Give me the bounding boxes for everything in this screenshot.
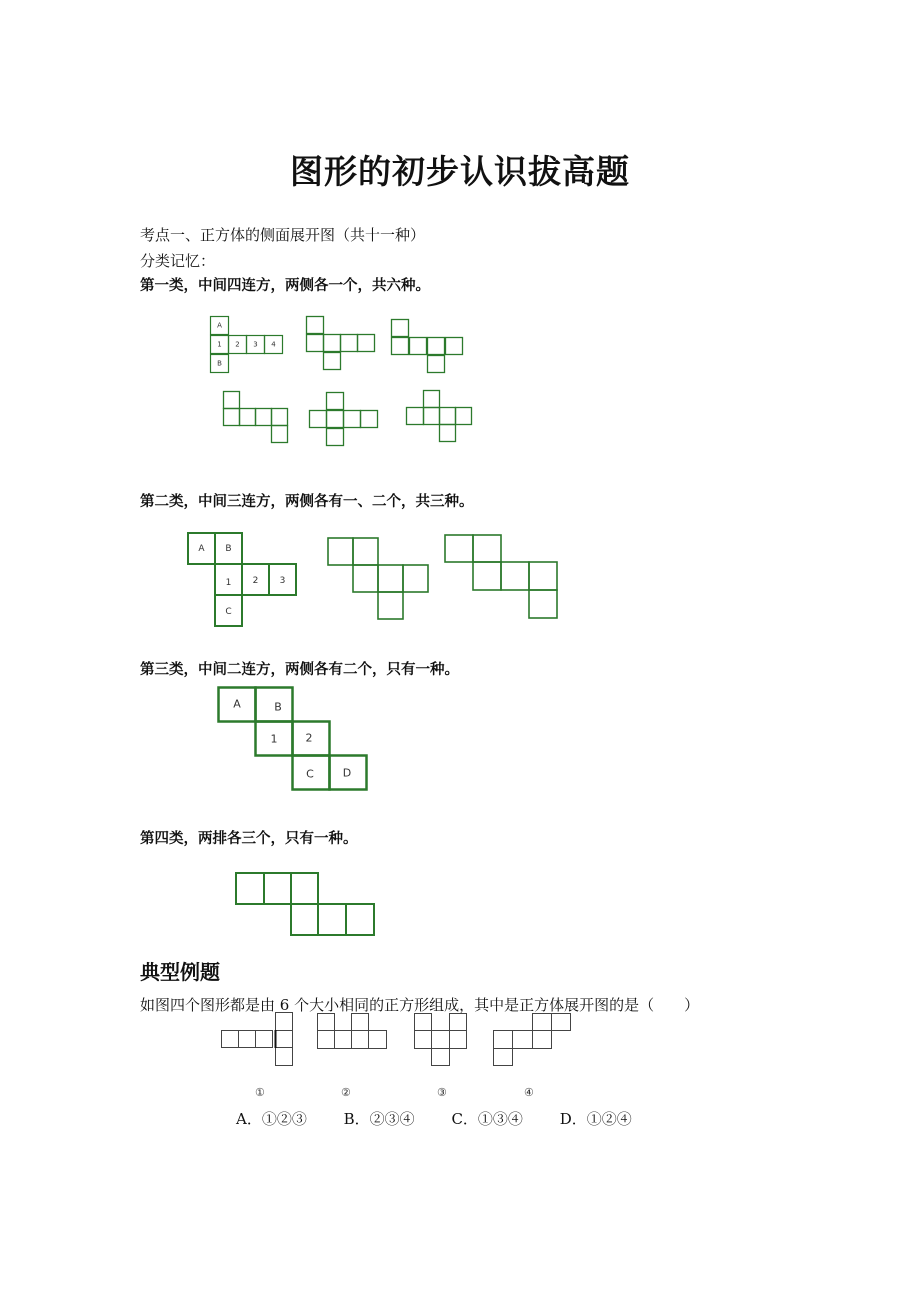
net-2-1 [187, 532, 302, 630]
net-label: B [225, 544, 232, 554]
figure-number-1: ① [255, 1086, 265, 1099]
answer-options [236, 1108, 664, 1129]
net-1-2 [306, 316, 378, 374]
net-4-1 [235, 872, 380, 938]
net-label: A [217, 321, 222, 330]
net-label: C [225, 607, 232, 617]
net-label: B [217, 359, 222, 368]
category-1-heading: 第一类，中间四连方，两侧各一个，共六种。 [140, 278, 430, 294]
figure-number-3: ③ [437, 1086, 447, 1099]
category-3-heading: 第三类，中间二连方，两侧各有二个，只有一种。 [140, 662, 459, 678]
page-title: 图形的初步认识拔高题 [290, 152, 630, 191]
option-b[interactable]: B．②③④ [343, 1110, 415, 1128]
example-figure-2 [317, 1013, 391, 1053]
net-2-3 [444, 534, 560, 620]
question-text: 如图四个图形都是由 6 个大小相同的正方形组成，其中是正方体展开图的是（ ） [140, 996, 700, 1014]
example-figure-1 [221, 1012, 297, 1068]
figure-number-2: ② [341, 1086, 351, 1099]
net-label: A [233, 697, 241, 711]
net-1-3 [391, 319, 466, 374]
net-label: 3 [253, 340, 258, 349]
figure-number-4: ④ [524, 1086, 534, 1099]
category-2-heading: 第二类，中间三连方，两侧各有一、二个，共三种。 [140, 494, 474, 510]
option-c[interactable]: C．①③④ [451, 1110, 523, 1128]
example-figure-4 [493, 1013, 573, 1069]
net-label: B [274, 700, 282, 714]
net-label: 4 [271, 340, 276, 349]
net-1-4 [223, 391, 291, 446]
net-label: C [306, 767, 314, 781]
net-label: 1 [217, 340, 222, 349]
memory-label: 分类记忆： [140, 252, 216, 270]
example-heading: 典型例题 [140, 960, 220, 984]
net-label: 1 [225, 578, 232, 588]
net-label: 1 [270, 732, 278, 746]
net-1-6 [406, 390, 476, 445]
net-label: 2 [305, 731, 313, 745]
net-label: A [198, 544, 205, 554]
point-heading: 考点一、正方体的侧面展开图（共十一种） [140, 226, 426, 244]
net-label: 3 [279, 576, 286, 586]
net-2-2 [327, 537, 433, 621]
net-label: 2 [252, 576, 259, 586]
option-a[interactable]: A．①②③ [236, 1110, 307, 1128]
example-figure-3 [414, 1013, 470, 1069]
net-1-1 [210, 316, 285, 376]
net-3-1 [217, 686, 371, 792]
option-d[interactable]: D．①②④ [559, 1110, 632, 1128]
net-label: 2 [235, 340, 240, 349]
net-label: D [342, 766, 352, 780]
net-1-5 [309, 392, 381, 449]
category-4-heading: 第四类，两排各三个，只有一种。 [140, 831, 358, 847]
